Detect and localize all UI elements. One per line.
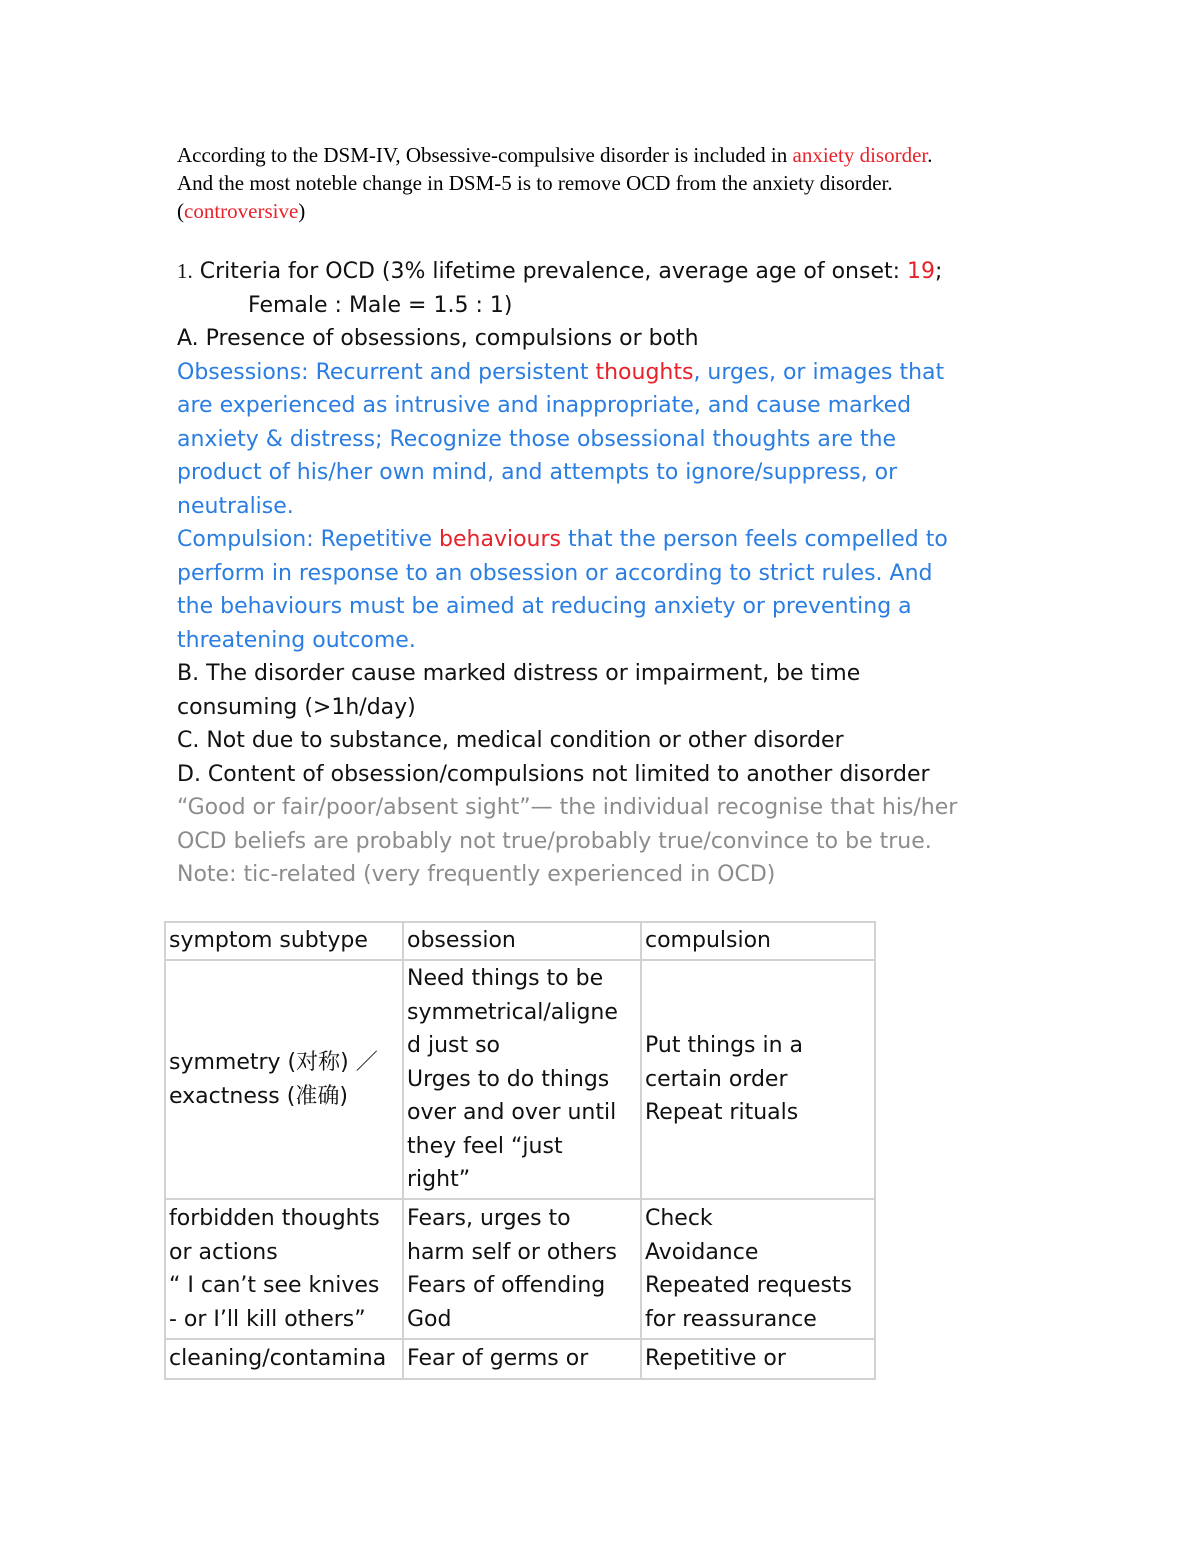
header-cell: compulsion [641,922,875,960]
table-cell-subtype [165,1339,403,1379]
criteria-heading: 1. Criteria for OCD (3% lifetime prevalence, average age of onset: 19; [177,259,943,284]
table-row [165,1199,875,1339]
symptom-table-body [165,922,875,1379]
intro-line-3: (controversive) [177,199,306,223]
cell-line: Repeat rituals [645,1100,799,1126]
table-cell-compulsion [641,1199,875,1339]
intro-paragraph [177,141,1077,225]
obsessions-def-line: neutralise. [177,493,294,519]
criterion-b: B. The disorder cause marked distress or impairment, be time [177,661,861,686]
cell-line: over and over until [407,1100,617,1126]
cell-line: Repeated requests [645,1273,853,1298]
intro-line-2: And the most noteble change in DSM-5 is to remove OCD from the anxiety disorder. [177,171,893,195]
header-cell: symptom subtype [165,922,403,960]
cell-line: Check [645,1206,713,1231]
list-number: 1. [177,259,193,283]
obsessions-def-line: anxiety & distress; Recognize those obsessional thoughts are the [177,426,897,452]
criterion-c: C. Not due to substance, medical condition or other disorder [177,728,844,753]
highlight-anxiety-disorder: anxiety disorder [792,143,928,167]
cell-line: Fear of germs or [407,1346,589,1372]
cell-line: for reassurance [645,1306,817,1332]
cell-line: d just so [407,1033,501,1059]
criterion-d: D. Content of obsession/compulsions not limited to another disorder [177,761,930,787]
table-row [165,1339,875,1379]
table-cell-obsession [403,1339,641,1379]
table-cell-subtype [165,1199,403,1339]
criterion-a: A. Presence of obsessions, compulsions or both [177,326,699,351]
insight-note-line: OCD beliefs are probably not true/probably true/convince to be true. [177,828,932,854]
symptom-table [164,921,876,1380]
table-cell-obsession [403,1199,641,1339]
obsessions-def-line: are experienced as intrusive and inappropriate, and cause marked [177,393,912,418]
cell-line: Fears of offending [407,1273,606,1298]
cell-line: Repetitive or [645,1346,786,1372]
cell-line: Need things to be [407,966,604,992]
table-cell-compulsion [641,1339,875,1379]
obsessions-def: Obsessions: Recurrent and persistent thoughts, urges, or images that [177,359,945,385]
criteria-section [177,255,1077,892]
table-cell-compulsion [641,960,875,1199]
cell-line: they feel “just [407,1133,563,1159]
obsessions-def-line: product of his/her own mind, and attempts to ignore/suppress, or [177,460,898,485]
table-cell-obsession [403,960,641,1199]
cell-line: Put things in a [645,1033,804,1059]
cell-line: or actions [169,1239,278,1265]
compulsion-def-line: perform in response to an obsession or according to strict rules. And [177,560,933,586]
tic-note: Note: tic-related (very frequently experienced in OCD) [177,862,776,887]
compulsion-def-line: threatening outcome. [177,627,416,653]
cell-line: exactness (准确) [169,1083,348,1109]
cell-line: cleaning/contamina [169,1346,387,1372]
cell-line: certain order [645,1066,788,1092]
header-cell: obsession [403,922,641,960]
cell-line: Avoidance [645,1239,759,1265]
cell-line: harm self or others [407,1239,617,1265]
cell-line: “ I can’t see knives [169,1273,380,1298]
cell-line: symmetry (对称) ／ [169,1050,378,1075]
cell-line: forbidden thoughts [169,1206,380,1231]
compulsion-def: Compulsion: Repetitive behaviours that the person feels compelled to [177,527,948,552]
cell-line: Fears, urges to [407,1206,571,1231]
insight-note: “Good or fair/poor/absent sight”— the individual recognise that his/her [177,795,958,820]
cell-line: God [407,1306,452,1332]
highlight-thoughts: thoughts [595,359,694,385]
compulsion-def-line: the behaviours must be aimed at reducing anxiety or preventing a [177,594,912,619]
onset-age: 19 [907,259,936,284]
highlight-behaviours: behaviours [439,527,561,552]
cell-line: Urges to do things [407,1066,610,1092]
table-row [165,960,875,1199]
highlight-controversive: controversive [184,199,299,223]
table-cell-subtype [165,960,403,1199]
cell-line: - or I’ll kill others” [169,1306,366,1332]
criterion-b-line: consuming (>1h/day) [177,694,416,720]
sex-ratio: Female : Male = 1.5 : 1) [248,292,513,318]
cell-line: right” [407,1167,471,1193]
intro-line-1: According to the DSM-IV, Obsessive-compulsive disorder is included in anxiety disorder. [177,143,933,167]
cell-line: symmetrical/aligne [407,999,618,1025]
table-header-row [165,922,875,960]
